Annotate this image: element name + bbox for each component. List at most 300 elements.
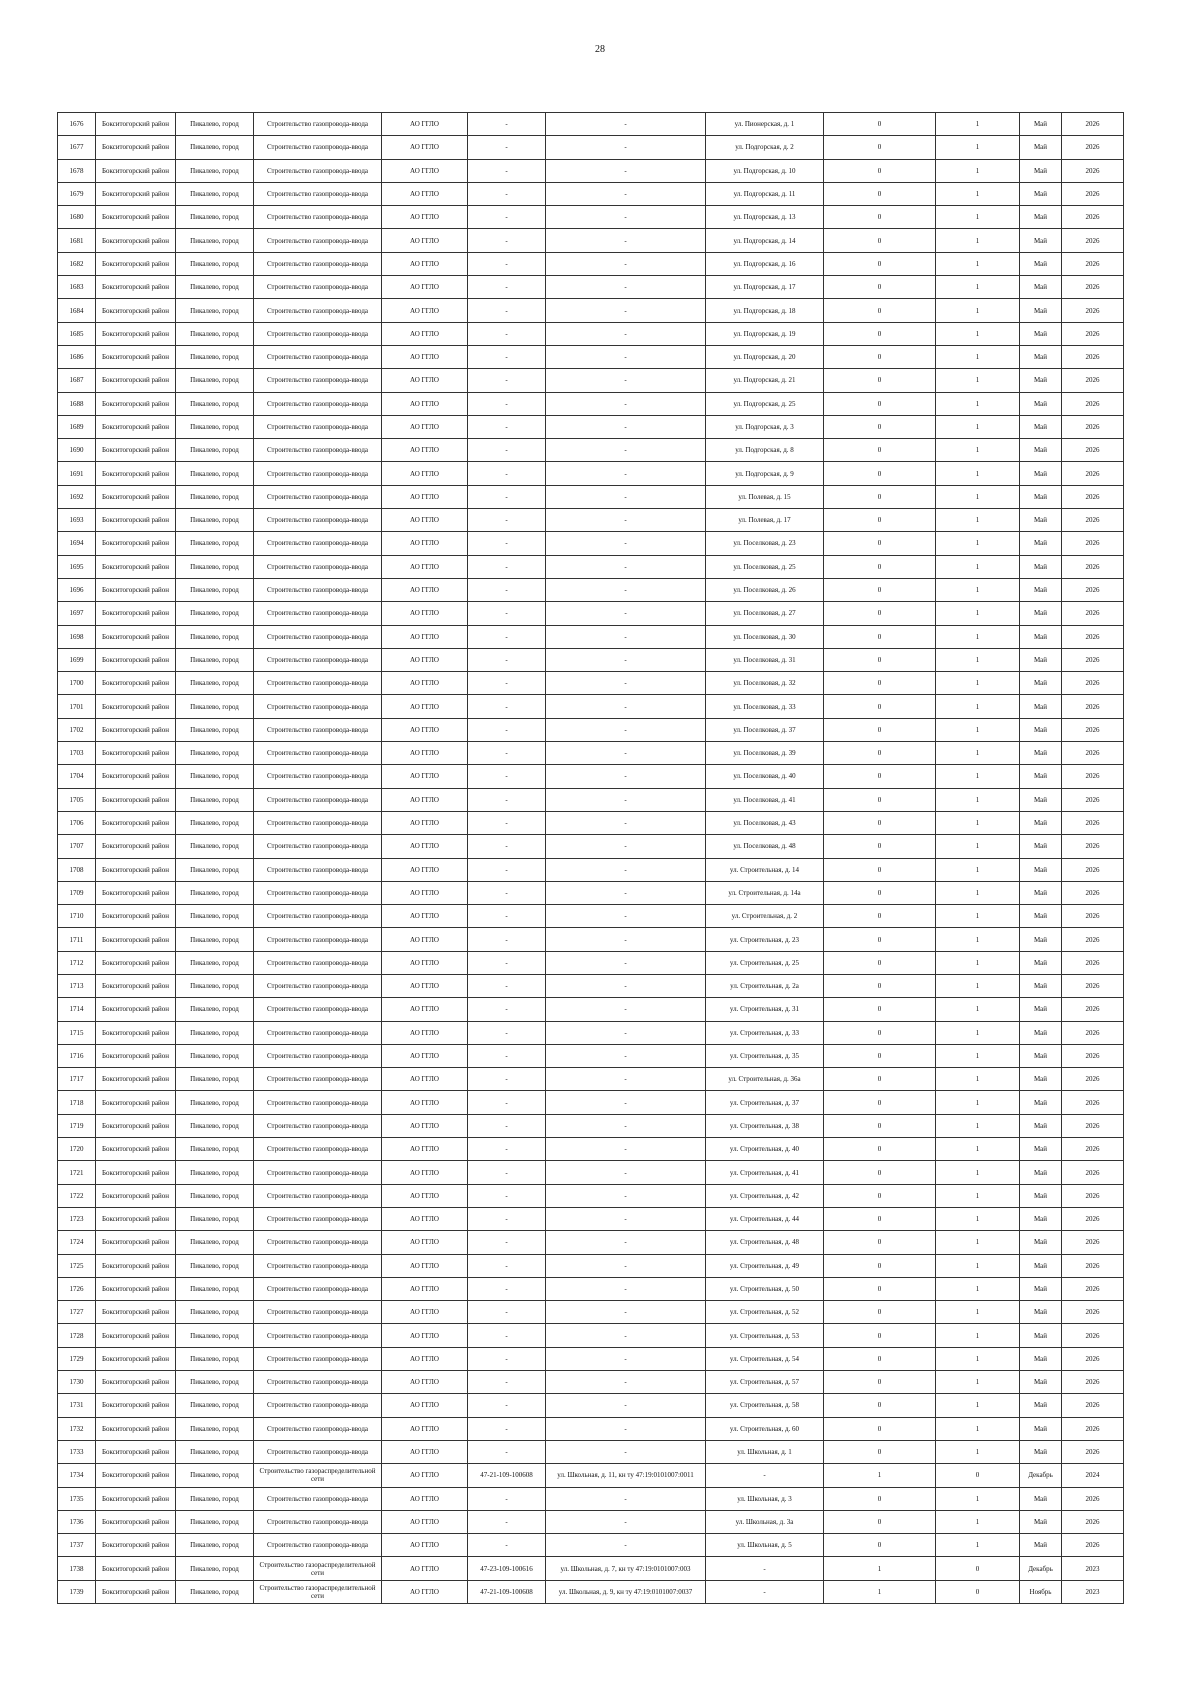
count-a-cell: 0 [824,1347,936,1370]
count-b-cell: 1 [936,1091,1020,1114]
row-number: 1709 [58,881,96,904]
table-row [58,648,1124,671]
count-b-cell: 1 [936,252,1020,275]
count-b-cell: 1 [936,1440,1020,1463]
work-type-cell: Строительство газопровода-ввода [254,1371,382,1394]
organization-cell: АО ГГЛО [382,1440,468,1463]
settlement-cell: Пикалево, город [176,252,254,275]
count-a-cell: 0 [824,369,936,392]
address-cell: ул. Строительная, д. 31 [706,998,824,1021]
organization-cell: АО ГГЛО [382,555,468,578]
month-cell: Май [1020,462,1062,485]
table-row [58,1161,1124,1184]
count-b-cell: 1 [936,1231,1020,1254]
month-cell: Май [1020,1161,1062,1184]
code-cell: - [468,951,546,974]
code-cell: - [468,1347,546,1370]
code-cell: - [468,1510,546,1533]
address-cell: ул. Подгорская, д. 17 [706,276,824,299]
object-cell: - [546,509,706,532]
address-cell: ул. Строительная, д. 37 [706,1091,824,1114]
month-cell: Май [1020,1277,1062,1300]
code-cell: - [468,1161,546,1184]
settlement-cell: Пикалево, город [176,415,254,438]
count-a-cell: 0 [824,1277,936,1300]
month-cell: Май [1020,322,1062,345]
table-row [58,858,1124,881]
settlement-cell: Пикалево, город [176,905,254,928]
address-cell: ул. Подгорская, д. 10 [706,159,824,182]
year-cell: 2026 [1062,1277,1124,1300]
settlement-cell: Пикалево, город [176,1464,254,1487]
year-cell: 2026 [1062,1301,1124,1324]
organization-cell: АО ГГЛО [382,159,468,182]
table-row [58,672,1124,695]
object-cell: - [546,928,706,951]
address-cell: ул. Подгорская, д. 21 [706,369,824,392]
count-a-cell: 1 [824,1580,936,1603]
organization-cell: АО ГГЛО [382,276,468,299]
year-cell: 2026 [1062,974,1124,997]
row-number: 1733 [58,1440,96,1463]
organization-cell: АО ГГЛО [382,462,468,485]
count-a-cell: 0 [824,113,936,136]
address-cell: ул. Школьная, д. 5 [706,1534,824,1557]
row-number: 1707 [58,835,96,858]
district-cell: Бокситогорский район [96,1534,176,1557]
work-type-cell: Строительство газопровода-ввода [254,1044,382,1067]
code-cell: - [468,625,546,648]
year-cell: 2023 [1062,1557,1124,1580]
work-type-cell: Строительство газопровода-ввода [254,1231,382,1254]
count-b-cell: 1 [936,672,1020,695]
district-cell: Бокситогорский район [96,415,176,438]
organization-cell: АО ГГЛО [382,1231,468,1254]
address-cell: ул. Поселковая, д. 23 [706,532,824,555]
work-type-cell: Строительство газопровода-ввода [254,928,382,951]
year-cell: 2026 [1062,206,1124,229]
district-cell: Бокситогорский район [96,1557,176,1580]
district-cell: Бокситогорский район [96,1254,176,1277]
table-row [58,1277,1124,1300]
organization-cell: АО ГГЛО [382,672,468,695]
settlement-cell: Пикалево, город [176,485,254,508]
address-cell: ул. Поселковая, д. 43 [706,811,824,834]
row-number: 1693 [58,509,96,532]
code-cell: - [468,905,546,928]
row-number: 1723 [58,1207,96,1230]
organization-cell: АО ГГЛО [382,1301,468,1324]
object-cell: - [546,1044,706,1067]
code-cell: - [468,1534,546,1557]
code-cell: - [468,182,546,205]
object-cell: - [546,1021,706,1044]
count-a-cell: 0 [824,159,936,182]
year-cell: 2026 [1062,369,1124,392]
count-a-cell: 0 [824,1207,936,1230]
code-cell: - [468,1371,546,1394]
district-cell: Бокситогорский район [96,555,176,578]
month-cell: Декабрь [1020,1557,1062,1580]
organization-cell: АО ГГЛО [382,1091,468,1114]
row-number: 1696 [58,578,96,601]
year-cell: 2026 [1062,322,1124,345]
settlement-cell: Пикалево, город [176,998,254,1021]
settlement-cell: Пикалево, город [176,509,254,532]
row-number: 1712 [58,951,96,974]
organization-cell: АО ГГЛО [382,1277,468,1300]
district-cell: Бокситогорский район [96,1301,176,1324]
year-cell: 2026 [1062,1440,1124,1463]
row-number: 1683 [58,276,96,299]
work-type-cell: Строительство газопровода-ввода [254,1184,382,1207]
address-cell: ул. Подгорская, д. 11 [706,182,824,205]
month-cell: Май [1020,532,1062,555]
code-cell: - [468,765,546,788]
month-cell: Май [1020,1440,1062,1463]
count-a-cell: 0 [824,299,936,322]
count-a-cell: 0 [824,252,936,275]
address-cell: ул. Полевая, д. 17 [706,509,824,532]
count-b-cell: 1 [936,648,1020,671]
object-cell: - [546,625,706,648]
row-number: 1727 [58,1301,96,1324]
table-row [58,485,1124,508]
settlement-cell: Пикалево, город [176,1068,254,1091]
code-cell: - [468,555,546,578]
year-cell: 2026 [1062,1207,1124,1230]
table-row [58,462,1124,485]
work-type-cell: Строительство газопровода-ввода [254,742,382,765]
work-type-cell: Строительство газопровода-ввода [254,136,382,159]
month-cell: Май [1020,555,1062,578]
table-row [58,509,1124,532]
address-cell: ул. Строительная, д. 38 [706,1114,824,1137]
code-cell: - [468,113,546,136]
district-cell: Бокситогорский район [96,532,176,555]
row-number: 1737 [58,1534,96,1557]
district-cell: Бокситогорский район [96,672,176,695]
month-cell: Май [1020,485,1062,508]
district-cell: Бокситогорский район [96,1487,176,1510]
month-cell: Май [1020,858,1062,881]
work-type-cell: Строительство газопровода-ввода [254,369,382,392]
month-cell: Май [1020,578,1062,601]
work-type-cell: Строительство газопровода-ввода [254,998,382,1021]
year-cell: 2026 [1062,415,1124,438]
address-cell: ул. Строительная, д. 2 [706,905,824,928]
row-number: 1700 [58,672,96,695]
organization-cell: АО ГГЛО [382,1557,468,1580]
year-cell: 2026 [1062,1510,1124,1533]
count-a-cell: 0 [824,1231,936,1254]
table-row [58,1464,1124,1487]
code-cell: - [468,1184,546,1207]
organization-cell: АО ГГЛО [382,1510,468,1533]
year-cell: 2026 [1062,345,1124,368]
count-b-cell: 1 [936,905,1020,928]
count-a-cell: 0 [824,322,936,345]
row-number: 1704 [58,765,96,788]
object-cell: - [546,1440,706,1463]
month-cell: Май [1020,415,1062,438]
address-cell: ул. Поселковая, д. 37 [706,718,824,741]
table-row [58,1394,1124,1417]
settlement-cell: Пикалево, город [176,1557,254,1580]
count-b-cell: 1 [936,1184,1020,1207]
row-number: 1678 [58,159,96,182]
code-cell: - [468,1487,546,1510]
row-number: 1682 [58,252,96,275]
year-cell: 2026 [1062,1161,1124,1184]
settlement-cell: Пикалево, город [176,1417,254,1440]
month-cell: Май [1020,1324,1062,1347]
count-b-cell: 1 [936,159,1020,182]
year-cell: 2026 [1062,1091,1124,1114]
code-cell: - [468,1440,546,1463]
month-cell: Май [1020,811,1062,834]
year-cell: 2026 [1062,229,1124,252]
work-type-cell: Строительство газопровода-ввода [254,1138,382,1161]
year-cell: 2026 [1062,252,1124,275]
table-row [58,136,1124,159]
object-cell: - [546,951,706,974]
code-cell: - [468,462,546,485]
row-number: 1720 [58,1138,96,1161]
district-cell: Бокситогорский район [96,1464,176,1487]
district-cell: Бокситогорский район [96,1371,176,1394]
settlement-cell: Пикалево, город [176,951,254,974]
count-a-cell: 0 [824,462,936,485]
organization-cell: АО ГГЛО [382,509,468,532]
month-cell: Май [1020,509,1062,532]
table-row [58,1487,1124,1510]
row-number: 1708 [58,858,96,881]
object-cell: ул. Школьная, д. 11, кн ту 47:19:0101007:0011 [546,1464,706,1487]
count-b-cell: 1 [936,1021,1020,1044]
row-number: 1721 [58,1161,96,1184]
code-cell: - [468,1044,546,1067]
code-cell: - [468,439,546,462]
count-a-cell: 0 [824,1091,936,1114]
table-row [58,1440,1124,1463]
count-a-cell: 0 [824,695,936,718]
settlement-cell: Пикалево, город [176,928,254,951]
month-cell: Май [1020,1487,1062,1510]
code-cell: - [468,252,546,275]
year-cell: 2026 [1062,811,1124,834]
object-cell: - [546,602,706,625]
code-cell: - [468,648,546,671]
table-row [58,998,1124,1021]
organization-cell: АО ГГЛО [382,1417,468,1440]
code-cell: - [468,485,546,508]
count-b-cell: 1 [936,1254,1020,1277]
count-b-cell: 1 [936,765,1020,788]
organization-cell: АО ГГЛО [382,578,468,601]
organization-cell: АО ГГЛО [382,1138,468,1161]
month-cell: Май [1020,276,1062,299]
year-cell: 2026 [1062,182,1124,205]
address-cell: ул. Строительная, д. 57 [706,1371,824,1394]
address-cell: ул. Школьная, д. 3 [706,1487,824,1510]
month-cell: Май [1020,159,1062,182]
object-cell: - [546,485,706,508]
count-a-cell: 0 [824,1324,936,1347]
row-number: 1676 [58,113,96,136]
table-row [58,1068,1124,1091]
object-cell: - [546,1068,706,1091]
count-a-cell: 0 [824,718,936,741]
row-number: 1690 [58,439,96,462]
address-cell: ул. Поселковая, д. 40 [706,765,824,788]
object-cell: - [546,811,706,834]
work-type-cell: Строительство газопровода-ввода [254,835,382,858]
code-cell: - [468,998,546,1021]
settlement-cell: Пикалево, город [176,159,254,182]
table-row [58,1324,1124,1347]
count-b-cell: 1 [936,858,1020,881]
code-cell: - [468,1068,546,1091]
year-cell: 2023 [1062,1580,1124,1603]
work-type-cell: Строительство газопровода-ввода [254,1510,382,1533]
organization-cell: АО ГГЛО [382,974,468,997]
count-b-cell: 1 [936,276,1020,299]
count-b-cell: 1 [936,974,1020,997]
address-cell: ул. Поселковая, д. 27 [706,602,824,625]
table-row [58,229,1124,252]
row-number: 1710 [58,905,96,928]
district-cell: Бокситогорский район [96,485,176,508]
count-a-cell: 0 [824,835,936,858]
district-cell: Бокситогорский район [96,182,176,205]
month-cell: Май [1020,136,1062,159]
organization-cell: АО ГГЛО [382,1254,468,1277]
code-cell: - [468,602,546,625]
table-row [58,1021,1124,1044]
code-cell: - [468,672,546,695]
row-number: 1692 [58,485,96,508]
code-cell: - [468,1324,546,1347]
table-row [58,788,1124,811]
district-cell: Бокситогорский район [96,206,176,229]
object-cell: - [546,742,706,765]
row-number: 1726 [58,1277,96,1300]
district-cell: Бокситогорский район [96,998,176,1021]
work-type-cell: Строительство газопровода-ввода [254,1440,382,1463]
table-row [58,974,1124,997]
year-cell: 2026 [1062,1114,1124,1137]
organization-cell: АО ГГЛО [382,718,468,741]
code-cell: - [468,206,546,229]
district-cell: Бокситогорский район [96,1091,176,1114]
work-type-cell: Строительство газопровода-ввода [254,1487,382,1510]
settlement-cell: Пикалево, город [176,1254,254,1277]
count-b-cell: 1 [936,439,1020,462]
year-cell: 2026 [1062,788,1124,811]
address-cell: ул. Строительная, д. 25 [706,951,824,974]
year-cell: 2026 [1062,1138,1124,1161]
month-cell: Май [1020,1510,1062,1533]
table-row [58,1207,1124,1230]
organization-cell: АО ГГЛО [382,1184,468,1207]
count-a-cell: 0 [824,998,936,1021]
count-b-cell: 1 [936,928,1020,951]
work-type-cell: Строительство газопровода-ввода [254,905,382,928]
district-cell: Бокситогорский район [96,858,176,881]
work-type-cell: Строительство газопровода-ввода [254,672,382,695]
count-b-cell: 1 [936,998,1020,1021]
year-cell: 2026 [1062,1487,1124,1510]
organization-cell: АО ГГЛО [382,136,468,159]
count-a-cell: 0 [824,1510,936,1533]
row-number: 1691 [58,462,96,485]
count-a-cell: 0 [824,1417,936,1440]
district-cell: Бокситогорский район [96,1324,176,1347]
organization-cell: АО ГГЛО [382,951,468,974]
count-b-cell: 1 [936,1207,1020,1230]
row-number: 1731 [58,1394,96,1417]
count-b-cell: 1 [936,1347,1020,1370]
settlement-cell: Пикалево, город [176,881,254,904]
address-cell: ул. Подгорская, д. 14 [706,229,824,252]
code-cell: - [468,1231,546,1254]
code-cell: - [468,1394,546,1417]
work-type-cell: Строительство газопровода-ввода [254,625,382,648]
district-cell: Бокситогорский район [96,1440,176,1463]
table-row [58,206,1124,229]
work-type-cell: Строительство газопровода-ввода [254,1394,382,1417]
district-cell: Бокситогорский район [96,113,176,136]
count-a-cell: 0 [824,439,936,462]
month-cell: Май [1020,1184,1062,1207]
count-b-cell: 1 [936,136,1020,159]
work-type-cell: Строительство газопровода-ввода [254,532,382,555]
row-number: 1688 [58,392,96,415]
address-cell: ул. Строительная, д. 58 [706,1394,824,1417]
organization-cell: АО ГГЛО [382,206,468,229]
work-type-cell: Строительство газопровода-ввода [254,345,382,368]
settlement-cell: Пикалево, город [176,345,254,368]
address-cell: ул. Строительная, д. 54 [706,1347,824,1370]
organization-cell: АО ГГЛО [382,928,468,951]
code-cell: - [468,881,546,904]
table-row [58,392,1124,415]
row-number: 1714 [58,998,96,1021]
table-row [58,578,1124,601]
work-type-cell: Строительство газопровода-ввода [254,439,382,462]
table-row [58,765,1124,788]
district-cell: Бокситогорский район [96,648,176,671]
month-cell: Май [1020,392,1062,415]
month-cell: Май [1020,1371,1062,1394]
count-a-cell: 0 [824,858,936,881]
count-b-cell: 1 [936,951,1020,974]
table-row [58,345,1124,368]
count-a-cell: 0 [824,555,936,578]
organization-cell: АО ГГЛО [382,113,468,136]
table-row [58,881,1124,904]
district-cell: Бокситогорский район [96,742,176,765]
address-cell: ул. Строительная, д. 40 [706,1138,824,1161]
organization-cell: АО ГГЛО [382,1207,468,1230]
code-cell: - [468,858,546,881]
count-a-cell: 0 [824,928,936,951]
table-row [58,718,1124,741]
month-cell: Май [1020,299,1062,322]
month-cell: Май [1020,1254,1062,1277]
settlement-cell: Пикалево, город [176,322,254,345]
